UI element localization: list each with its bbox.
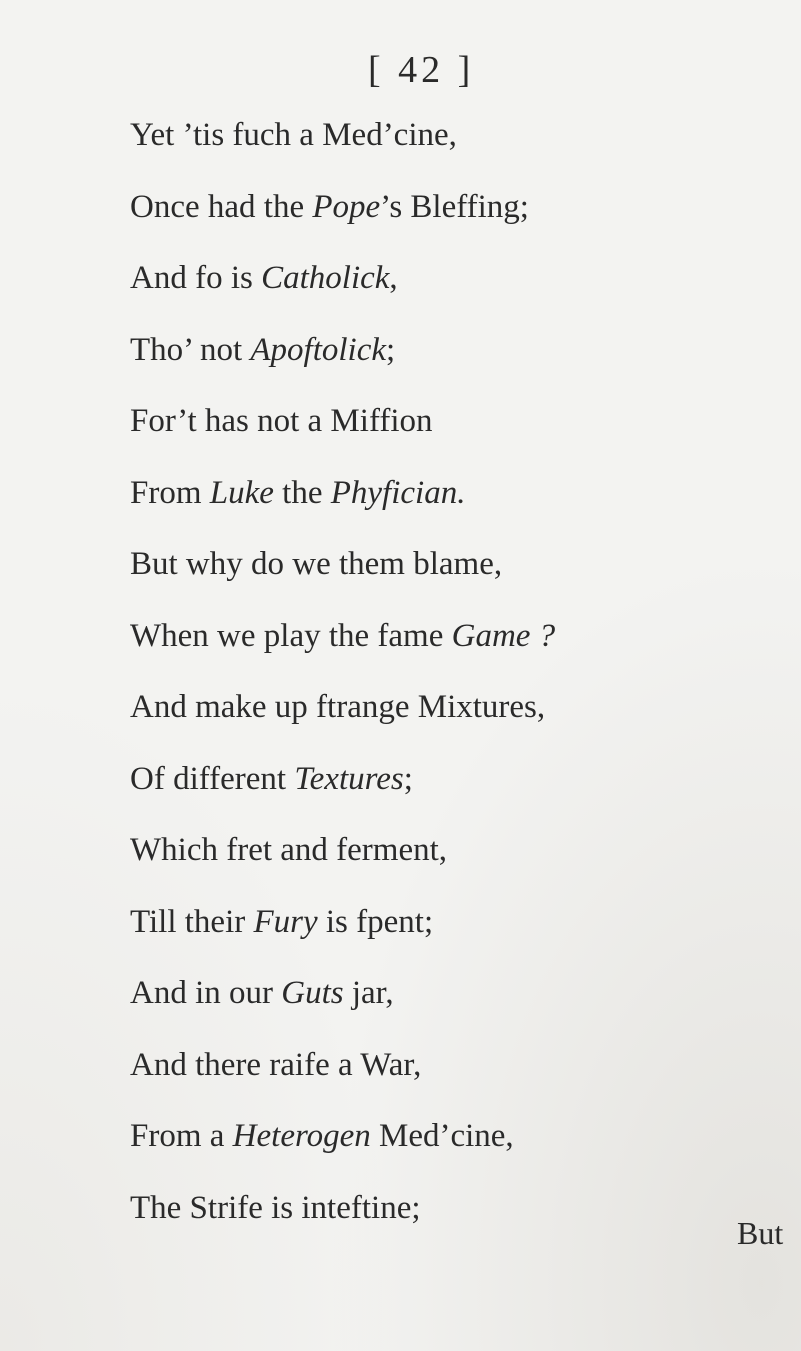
verse-line bbox=[130, 958, 750, 1030]
roman-text: For’t has not a Miffion bbox=[130, 403, 433, 439]
roman-text: The Strife is inteftine; bbox=[130, 1189, 421, 1226]
roman-text: Of different bbox=[130, 760, 295, 797]
verse-line bbox=[130, 458, 750, 530]
roman-text: Till their bbox=[130, 903, 254, 940]
verse-line bbox=[130, 529, 750, 601]
roman-text: Tho’ not bbox=[130, 331, 251, 368]
roman-text: is fpent; bbox=[317, 903, 434, 940]
roman-text: When we play the fame bbox=[130, 617, 452, 654]
roman-text: Med’cine, bbox=[370, 1118, 514, 1154]
verse-line bbox=[130, 672, 750, 744]
italic-text: Catholick bbox=[261, 260, 390, 296]
italic-text: Textures bbox=[294, 760, 404, 797]
verse-line bbox=[130, 386, 750, 458]
verse-line bbox=[130, 887, 750, 959]
roman-text: From bbox=[130, 474, 210, 511]
roman-text: ; bbox=[403, 760, 413, 797]
italic-text: Pope bbox=[312, 188, 381, 225]
roman-text: ; bbox=[386, 331, 396, 368]
italic-text: Heterogen bbox=[232, 1118, 371, 1154]
verse-line bbox=[130, 815, 750, 887]
verse-line bbox=[130, 315, 750, 387]
roman-text: the bbox=[273, 474, 331, 511]
roman-text: And there raife a War, bbox=[130, 1046, 422, 1083]
verse-line bbox=[130, 100, 750, 172]
italic-text: Luke bbox=[209, 474, 274, 511]
roman-text: jar, bbox=[343, 975, 394, 1011]
verse-line bbox=[130, 1173, 750, 1245]
italic-text: Phyfician. bbox=[330, 474, 466, 511]
roman-text: And make up ftrange Mixtures, bbox=[130, 689, 546, 725]
verse-line bbox=[130, 1101, 750, 1173]
roman-text: And fo is bbox=[130, 260, 262, 296]
verse-line bbox=[130, 243, 750, 315]
roman-text: But why do we them blame, bbox=[130, 546, 503, 582]
italic-text: Apoftolick bbox=[250, 331, 387, 368]
verse-block bbox=[130, 100, 750, 1244]
roman-text: Once had the bbox=[130, 188, 313, 225]
roman-text: , bbox=[389, 260, 398, 296]
page-number: [ 42 ] bbox=[368, 49, 475, 91]
roman-text: ’s Bleffing; bbox=[380, 188, 529, 225]
roman-text: Yet ’tis fuch a Med’cine, bbox=[130, 117, 457, 153]
roman-text: And in our bbox=[130, 975, 282, 1011]
verse-line bbox=[130, 1030, 750, 1102]
roman-text: Which fret and ferment, bbox=[130, 832, 448, 868]
italic-text: Fury bbox=[253, 903, 318, 940]
italic-text: Game ? bbox=[451, 617, 556, 654]
verse-line bbox=[130, 601, 750, 673]
italic-text: Guts bbox=[281, 975, 344, 1011]
verse-line bbox=[130, 172, 750, 244]
catchword: But bbox=[737, 1215, 784, 1251]
verse-line bbox=[130, 744, 750, 816]
roman-text: From a bbox=[130, 1118, 233, 1154]
